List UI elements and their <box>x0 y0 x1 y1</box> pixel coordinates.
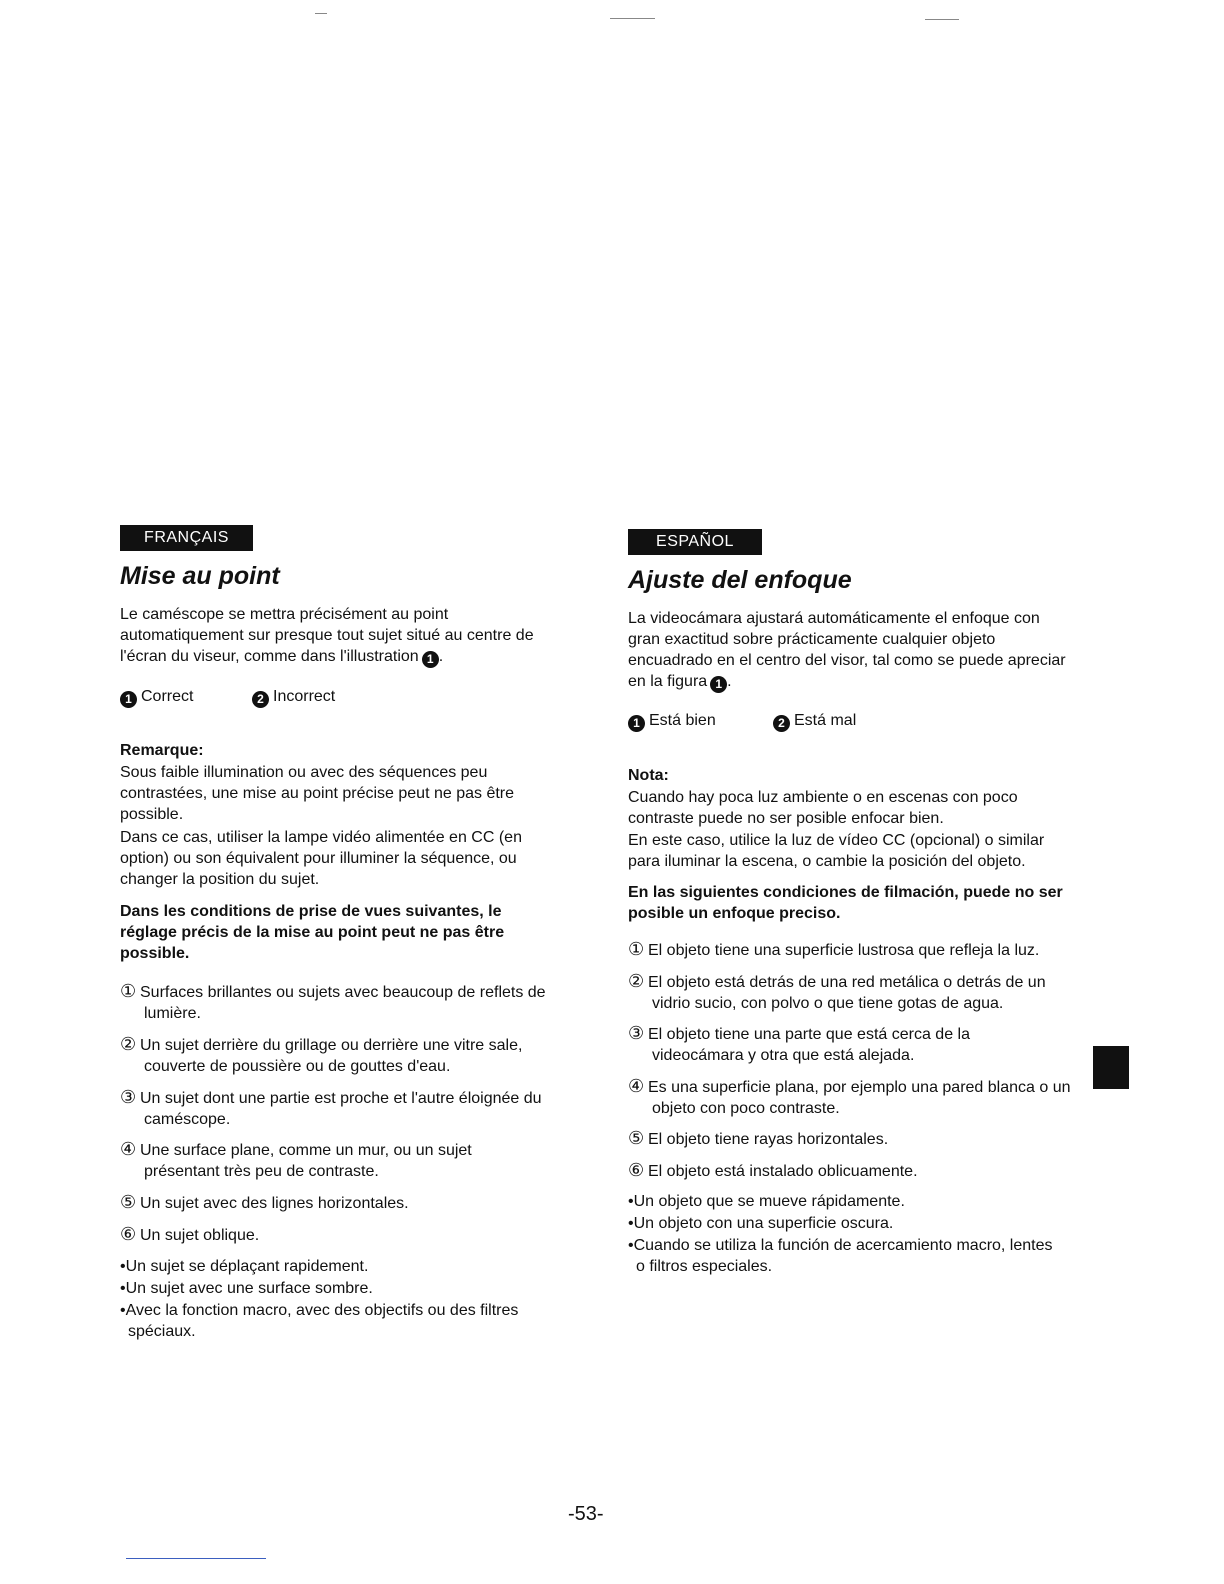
figure-ref-badge: 1 <box>422 651 439 668</box>
remark-paragraph-1: Sous faible illumination ou avec des séquences peu contrastées, une mise au point précise peut ne pas être possible. <box>120 764 515 823</box>
figure-labels-spanish <box>628 712 1068 734</box>
figure-label-correct: 1 Correct <box>120 688 193 708</box>
scan-mark <box>610 18 655 19</box>
bullet-item: •Un sujet se déplaçant rapidement. <box>120 1258 369 1275</box>
page-number: -53- <box>568 1503 604 1525</box>
condition-item: ⑥ Un sujet oblique. <box>120 1224 260 1244</box>
figure-label-esta-bien: 1 Está bien <box>628 712 716 732</box>
scan-mark <box>315 13 327 14</box>
condition-item: ③ El objeto tiene una parte que está cerca de la videocámara y otra que está alejada. <box>628 1023 970 1064</box>
condition-item: ② Un sujet derrière du grillage ou derrière une vitre sale, couverte de poussière ou de gouttes d'eau. <box>120 1034 523 1075</box>
language-badge-french: FRANÇAIS <box>120 525 253 551</box>
condition-item: ④ Es una superficie plana, por ejemplo una pared blanca o un objeto con poco contraste. <box>628 1076 1071 1117</box>
language-badge-spanish: ESPAÑOL <box>628 529 762 555</box>
bullet-item: •Un objeto con una superficie oscura. <box>628 1215 894 1232</box>
figure-ref-badge: 1 <box>710 676 727 693</box>
remark-heading: Remarque: <box>120 742 204 759</box>
condition-item: ② El objeto está detrás de una red metálica o detrás de un vidrio sucio, con polvo o que tiene gotas de agua. <box>628 971 1046 1012</box>
condition-item: ⑤ Un sujet avec des lignes horizontales. <box>120 1192 409 1212</box>
bullet-item: •Un objeto que se mueve rápidamente. <box>628 1193 905 1210</box>
note-heading: Nota: <box>628 767 669 784</box>
figure-label-esta-mal: 2 Está mal <box>773 712 856 732</box>
section-edge-tab <box>1093 1046 1129 1089</box>
section-title-spanish: Ajuste del enfoque <box>628 566 852 594</box>
remark-paragraph-2: Dans ce cas, utiliser la lampe vidéo alimentée en CC (en option) ou son équivalent pour illuminer la séquence, ou changer la position du sujet. <box>120 829 522 888</box>
intro-paragraph-spanish: La videocámara ajustará automáticamente el enfoque con gran exactitud sobre prácticamente cualquier objeto encuadrado en el centro del visor, tal como se puede apreciar en la figura 1 . <box>628 610 1066 691</box>
note-paragraph-1: Cuando hay poca luz ambiente o en escenas con poco contraste puede no ser posible enfocar bien. <box>628 789 1018 827</box>
footer-rule <box>126 1558 266 1559</box>
scan-mark <box>925 19 959 20</box>
condition-item: ① Surfaces brillantes ou sujets avec beaucoup de reflets de lumière. <box>120 981 546 1022</box>
bullet-item: •Cuando se utiliza la función de acercamiento macro, lentes o filtros especiales. <box>628 1237 1053 1275</box>
intro-paragraph-french: Le caméscope se mettra précisément au point automatiquement sur presque tout sujet situé au centre de l'écran du viseur, comme dans l'illustration 1 . <box>120 606 534 666</box>
condition-item: ④ Une surface plane, comme un mur, ou un sujet présentant très peu de contraste. <box>120 1139 472 1180</box>
section-title-french: Mise au point <box>120 562 280 590</box>
bullet-item: •Avec la fonction macro, avec des objectifs ou des filtres spéciaux. <box>120 1302 519 1340</box>
conditions-heading-spanish: En las siguientes condiciones de filmación, puede no ser posible un enfoque preciso. <box>628 884 1063 922</box>
bullet-item: •Un sujet avec une surface sombre. <box>120 1280 373 1297</box>
condition-item: ① El objeto tiene una superficie lustrosa que refleja la luz. <box>628 939 1040 959</box>
condition-item: ⑤ El objeto tiene rayas horizontales. <box>628 1128 889 1148</box>
condition-item: ③ Un sujet dont une partie est proche et l'autre éloignée du caméscope. <box>120 1087 542 1128</box>
note-paragraph-2: En este caso, utilice la luz de vídeo CC (opcional) o similar para iluminar la escena, o cambie la posición del objeto. <box>628 832 1045 870</box>
figure-labels-french <box>120 688 560 710</box>
condition-item: ⑥ El objeto está instalado oblicuamente. <box>628 1160 918 1180</box>
figure-label-incorrect: 2 Incorrect <box>252 688 335 708</box>
conditions-heading-french: Dans les conditions de prise de vues suivantes, le réglage précis de la mise au point peut ne pas être possible. <box>120 903 505 962</box>
